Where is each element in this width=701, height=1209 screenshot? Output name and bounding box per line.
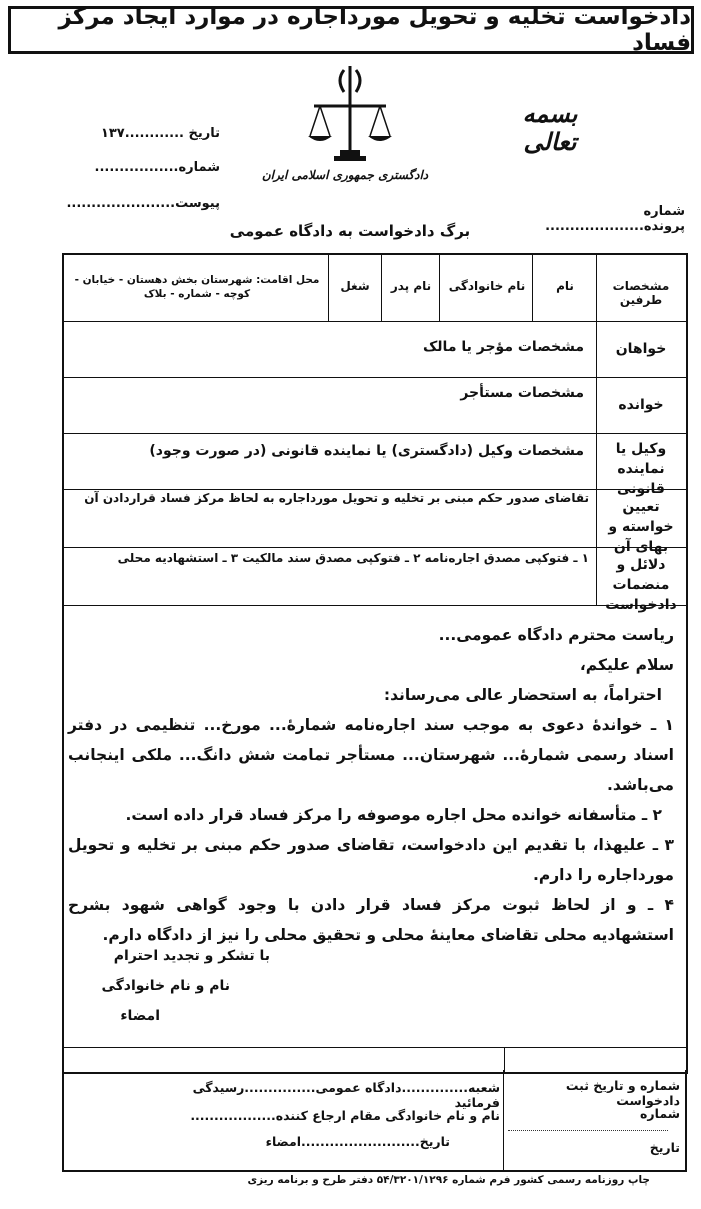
row-value-plaintiff: مشخصات مؤجر یا مالک	[422, 339, 584, 355]
header-residence: محل اقامت: شهرستان بخش دهستان - خیابان - کوچه - شماره - بلاک	[74, 274, 320, 300]
row-value-claim: تقاضای صدور حکم مبنی بر تخلیه و تحویل مورداجاره به لحاظ مرکز فساد قراردادن آن	[84, 491, 589, 505]
intro: احتراماً، به استحضار عالی می‌رساند:	[383, 686, 662, 704]
header-occupation: شغل	[340, 279, 370, 293]
signer-name: نام و نام خانوادگی	[101, 978, 230, 994]
ministry-name: دادگستری جمهوری اسلامی ایران	[261, 168, 429, 182]
petition-body	[68, 620, 674, 950]
paragraph-1: ۱ ـ خواندهٔ دعوی به موجب سند اجاره‌نامه شمارهٔ... مورخ... تنظیمی در دفتر اسناد رسمی شمارهٔ... شهرستان... مستأجر تمامت شش دانگ... ملکی اینجانب می‌باشد.	[68, 716, 674, 794]
header-family-name: نام خانوادگی	[448, 279, 526, 293]
paragraph-4: ۴ ـ و از لحاظ ثبوت مرکز فساد قرار دادن با وجود گواهی شهود بشرح استشهادیه محلی تقاضای معاینهٔ محلی و تحقیق محلی را نیز از دادگاه دارم.	[68, 896, 674, 944]
branch-line: شعبه..............دادگاه عمومی...............رسیدگی فرمائید	[192, 1080, 500, 1110]
referrer-line: نام و نام خانوادگی مقام ارجاع کننده..................	[190, 1108, 500, 1123]
attachment-field: پیوست......................	[66, 196, 220, 211]
signature: امضاء	[120, 1008, 160, 1024]
row-label-claim: تعیین خواسته و بهای آن	[608, 499, 674, 555]
row-label-attorney: وکیل یا نماینده قانونی	[615, 441, 667, 497]
header-parties: مشخصات طرفین	[612, 279, 670, 307]
case-number-field: شماره پرونده....................	[545, 204, 685, 234]
row-value-defendant: مشخصات مستأجر	[460, 385, 584, 401]
row-value-evidence: ۱ ـ فتوکپی مصدق اجاره‌نامه ۲ ـ فتوکپی مصدق سند مالکیت ۳ ـ استشهادیه محلی	[117, 551, 589, 565]
header-father-name: نام پدر	[390, 279, 432, 293]
registration-number: شماره	[640, 1106, 680, 1121]
form-title: دادخواست تخلیه و تحویل مورداجاره در موارد ایجاد مرکز فساد	[8, 6, 694, 54]
footer-note: چاپ روزنامه رسمی کشور فرم شماره ۵۴/۳۲۰۱/۱۲۹۶ دفتر طرح و برنامه ریزی	[247, 1174, 650, 1186]
row-label-plaintiff: خواهان	[615, 341, 667, 357]
row-value-attorney: مشخصات وکیل (دادگستری) یا نماینده قانونی (در صورت وجود)	[149, 443, 584, 459]
greeting: سلام علیکم،	[579, 656, 674, 674]
justice-emblem-icon	[300, 62, 400, 172]
header-name: نام	[556, 279, 574, 293]
bismillah: بسمه تعالی	[522, 100, 578, 156]
date-field: تاریخ ............۱۳۷	[100, 126, 220, 141]
paragraph-3: ۳ ـ علیهذا، با تقدیم این دادخواست، تقاضای صدور حکم مبنی بر تخلیه و تحویل مورداجاره را دارم.	[68, 836, 674, 884]
registration-date: تاریخ	[649, 1140, 680, 1155]
number-field: شماره.................	[94, 160, 220, 175]
row-label-evidence: دلائل و منضمات دادخواست	[605, 557, 677, 613]
row-label-defendant: خوانده	[618, 397, 664, 413]
closing: با تشکر و تجدید احترام	[113, 948, 270, 964]
paragraph-2: ۲ ـ متأسفانه خوانده محل اجاره موصوفه را مرکز فساد قرار داده است.	[125, 806, 662, 824]
salutation: ریاست محترم دادگاه عمومی...	[438, 626, 674, 644]
form-subtitle: برگ دادخواست به دادگاه عمومی	[229, 222, 471, 240]
date-sign-line: تاریخ.........................امضاء	[265, 1134, 450, 1149]
registration-title: شماره و تاریخ ثبت دادخواست	[565, 1078, 680, 1108]
